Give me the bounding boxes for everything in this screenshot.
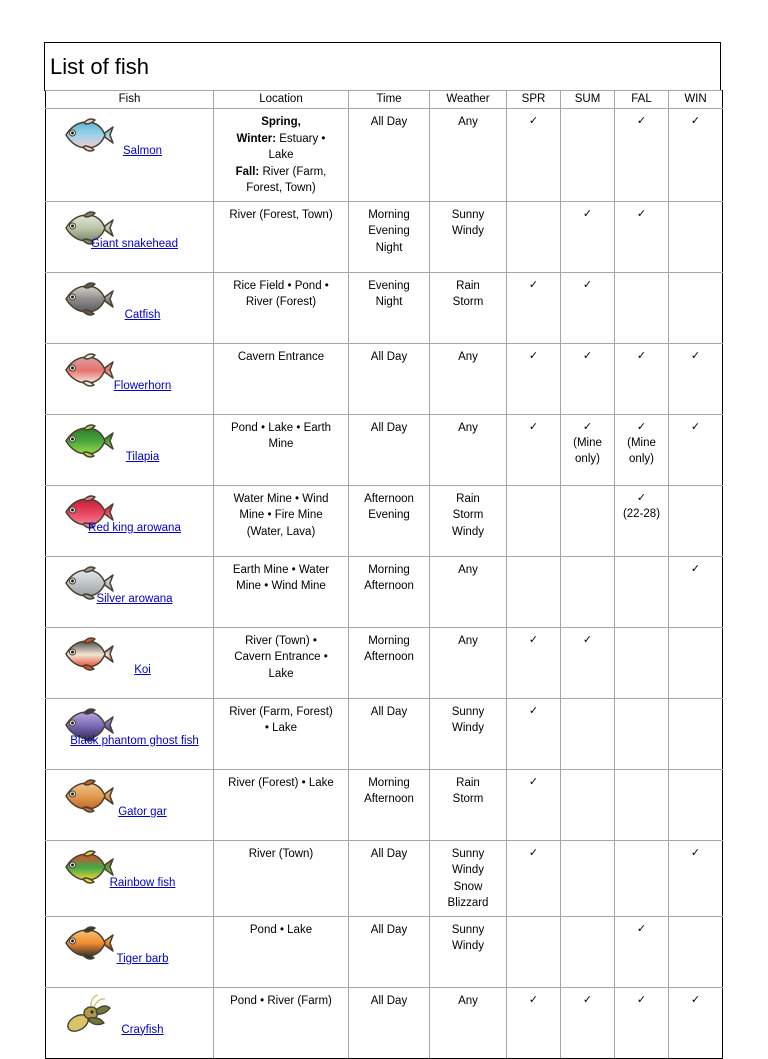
season-mark-summer [561, 415, 614, 469]
weather-text: Any [458, 421, 478, 434]
check-icon: ✓ [528, 115, 539, 127]
check-icon: ✓ [582, 420, 593, 433]
season-mark-summer [561, 841, 614, 847]
location-cell [214, 485, 349, 556]
season-mark-spring [507, 770, 560, 792]
season-mark-winter [669, 917, 722, 923]
season-cell-winter [669, 485, 723, 556]
fish-cell [46, 769, 214, 840]
season-mark-fall [615, 109, 668, 131]
weather-text: Any [458, 116, 478, 128]
location-cell [214, 627, 349, 698]
season-cell-summer [561, 627, 615, 698]
table-row [46, 840, 723, 916]
season-mark-fall [615, 770, 668, 776]
weather-cell [430, 272, 507, 343]
time-cell [349, 916, 430, 987]
weather-cell [430, 769, 507, 840]
weather-text: Sunny Windy [451, 705, 485, 734]
season-mark-summer [561, 344, 614, 366]
fish-entry [46, 770, 213, 840]
document-title-box [44, 42, 721, 91]
season-mark-winter [669, 841, 722, 863]
season-cell-spring [507, 485, 561, 556]
table-row [46, 627, 723, 698]
location-text: River (Town) [248, 847, 314, 860]
season-mark-fall [615, 628, 668, 634]
season-cell-fall [615, 916, 669, 987]
season-cell-summer [561, 556, 615, 627]
weather-cell [430, 627, 507, 698]
check-icon: ✓ [636, 491, 647, 504]
weather-text: Rain Storm [452, 279, 484, 308]
fish-entry [46, 344, 213, 414]
check-icon: ✓ [528, 420, 539, 433]
weather-text: Sunny Windy [451, 208, 485, 237]
season-cell-fall [615, 272, 669, 343]
location-cell [214, 201, 349, 272]
season-cell-fall [615, 343, 669, 414]
fish-entry [46, 202, 213, 272]
season-mark-spring [507, 557, 560, 563]
season-cell-summer [561, 109, 615, 202]
season-cell-fall [615, 840, 669, 916]
fish-cell [46, 201, 214, 272]
weather-cell [430, 916, 507, 987]
fish-entry [46, 415, 213, 485]
column-header-weather: Weather [430, 91, 507, 109]
fish-cell [46, 840, 214, 916]
weather-cell [430, 556, 507, 627]
fish-entry [46, 988, 213, 1058]
check-icon: ✓ [582, 207, 593, 220]
season-cell-summer [561, 916, 615, 987]
fish-entry [46, 917, 213, 987]
season-mark-spring [507, 486, 560, 492]
weather-text: Rain Storm Windy [452, 492, 484, 538]
season-cell-spring [507, 769, 561, 840]
season-cell-fall [615, 201, 669, 272]
season-mark-winter [669, 273, 722, 279]
weather-cell [430, 343, 507, 414]
season-cell-fall [615, 109, 669, 202]
season-mark-winter [669, 344, 722, 366]
season-cell-spring [507, 916, 561, 987]
fish-entry [46, 557, 213, 627]
season-mark-summer [561, 486, 614, 492]
season-cell-spring [507, 987, 561, 1058]
weather-cell [430, 840, 507, 916]
time-cell [349, 109, 430, 202]
location-text: River (Forest) • Lake [228, 776, 334, 789]
check-icon: ✓ [528, 704, 539, 717]
season-mark-fall [615, 841, 668, 847]
location-cell [214, 916, 349, 987]
season-cell-spring [507, 109, 561, 202]
time-text: All Day [370, 847, 408, 860]
location-cell [214, 840, 349, 916]
season-cell-fall [615, 414, 669, 485]
check-icon: ✓ [582, 349, 593, 362]
season-mark-spring [507, 988, 560, 1010]
table-body [46, 109, 723, 1059]
location-cell [214, 343, 349, 414]
fish-cell [46, 556, 214, 627]
location-text: Pond • Lake • Earth Mine [230, 421, 332, 450]
season-cell-winter [669, 987, 723, 1058]
location-text: Earth Mine • Water Mine • Wind Mine [232, 563, 330, 592]
location-text: River (Forest, Town) [229, 208, 333, 221]
fish-name-link[interactable]: Silver arowana [96, 592, 173, 605]
check-icon: ✓ [528, 633, 539, 646]
season-mark-summer [561, 988, 614, 1010]
season-cell-spring [507, 627, 561, 698]
fish-name-link[interactable]: Black phantom ghost fish [70, 734, 199, 747]
season-cell-winter [669, 272, 723, 343]
season-mark-spring [507, 273, 560, 295]
season-mark-winter [669, 770, 722, 776]
column-header-spr: SPR [507, 91, 561, 109]
season-cell-winter [669, 769, 723, 840]
fish-table [45, 90, 723, 1059]
season-cell-winter [669, 840, 723, 916]
check-icon: ✓ [528, 775, 539, 788]
season-cell-summer [561, 272, 615, 343]
fish-name-link[interactable]: Flowerhorn [113, 379, 172, 392]
season-cell-fall [615, 987, 669, 1058]
season-cell-fall [615, 485, 669, 556]
time-cell [349, 343, 430, 414]
time-cell [349, 769, 430, 840]
season-mark-summer [561, 202, 614, 224]
location-cell [214, 272, 349, 343]
fish-name-link[interactable]: Koi [134, 663, 151, 676]
fish-name-link[interactable]: Gator gar [118, 805, 167, 818]
season-cell-winter [669, 201, 723, 272]
season-mark-winter [669, 202, 722, 208]
table-row [46, 201, 723, 272]
season-mark-summer [561, 109, 614, 115]
fish-cell [46, 109, 214, 202]
time-cell [349, 840, 430, 916]
season-mark-fall [615, 202, 668, 224]
check-icon: ✓ [690, 993, 701, 1006]
page-title: List of fish [50, 53, 150, 79]
season-mark-summer [561, 557, 614, 563]
header-row [46, 91, 723, 109]
time-text: All Day [370, 994, 408, 1007]
location-text: River (Farm, Forest) • Lake [229, 705, 333, 734]
fish-cell [46, 627, 214, 698]
location-text: Pond • Lake [249, 923, 313, 936]
location-text: Rice Field • Pond • River (Forest) [233, 279, 329, 308]
fish-name-link[interactable]: Tilapia [125, 450, 160, 463]
season-cell-fall [615, 769, 669, 840]
time-text: Afternoon Evening [364, 492, 414, 521]
fish-entry [46, 486, 213, 556]
check-icon: ✓ [528, 278, 539, 291]
location-text: Cavern Entrance [237, 350, 325, 363]
season-cell-fall [615, 627, 669, 698]
season-cell-fall [615, 698, 669, 769]
check-icon: ✓ [636, 922, 647, 935]
fish-name-link[interactable]: Giant snakehead [91, 237, 178, 250]
season-mark-spring [507, 344, 560, 366]
season-note: (22-28) [622, 507, 661, 520]
location-text: River (Town) • Cavern Entrance • Lake [234, 634, 328, 680]
check-icon: ✓ [636, 420, 647, 433]
weather-cell [430, 987, 507, 1058]
fish-name-link[interactable]: Salmon [123, 145, 162, 157]
fish-cell [46, 414, 214, 485]
weather-text: Sunny Windy Snow Blizzard [447, 847, 489, 909]
season-mark-summer [561, 917, 614, 923]
season-mark-summer [561, 628, 614, 650]
column-header-fish: Fish [46, 91, 214, 109]
weather-cell [430, 698, 507, 769]
table-row [46, 485, 723, 556]
season-mark-spring [507, 202, 560, 208]
check-icon: ✓ [582, 278, 593, 291]
check-icon: ✓ [690, 349, 701, 362]
fish-entry [46, 699, 213, 769]
season-cell-winter [669, 916, 723, 987]
location-cell [214, 556, 349, 627]
season-cell-winter [669, 627, 723, 698]
season-cell-summer [561, 343, 615, 414]
season-mark-winter [669, 699, 722, 705]
table-row [46, 698, 723, 769]
season-mark-winter [669, 988, 722, 1010]
season-mark-summer [561, 273, 614, 295]
column-header-location: Location [214, 91, 349, 109]
season-mark-winter [669, 486, 722, 492]
season-mark-winter [669, 628, 722, 634]
check-icon: ✓ [636, 349, 647, 362]
season-note: (Mine only) [573, 436, 602, 465]
season-cell-winter [669, 698, 723, 769]
check-icon: ✓ [582, 633, 593, 646]
season-cell-winter [669, 343, 723, 414]
location-text: Spring, Winter: Estuary • Lake Fall: River (Farm, Forest, Town) [235, 116, 327, 194]
table-row [46, 343, 723, 414]
season-cell-spring [507, 556, 561, 627]
time-text: Morning Evening Night [368, 208, 410, 254]
season-mark-fall [615, 486, 668, 524]
season-mark-fall [615, 557, 668, 563]
season-mark-spring [507, 109, 560, 131]
time-text: Morning Afternoon [364, 563, 414, 592]
weather-text: Sunny Windy [451, 923, 485, 952]
fish-name-link[interactable]: Crayfish [121, 1023, 164, 1036]
season-mark-fall [615, 273, 668, 279]
time-text: All Day [370, 421, 408, 434]
fish-cell [46, 987, 214, 1058]
season-mark-winter [669, 415, 722, 437]
time-cell [349, 201, 430, 272]
season-cell-summer [561, 840, 615, 916]
fish-cell [46, 916, 214, 987]
time-text: All Day [370, 116, 408, 128]
season-cell-fall [615, 556, 669, 627]
check-icon: ✓ [690, 420, 701, 433]
fish-name-link[interactable]: Catfish [124, 308, 161, 321]
season-cell-winter [669, 109, 723, 202]
time-text: Morning Afternoon [364, 634, 414, 663]
table-row [46, 987, 723, 1058]
check-icon: ✓ [636, 207, 647, 220]
weather-text: Any [458, 994, 478, 1007]
location-cell [214, 769, 349, 840]
fish-entry [46, 628, 213, 698]
table-row [46, 414, 723, 485]
table-header [46, 91, 723, 109]
season-mark-spring [507, 917, 560, 923]
fish-name-link[interactable]: Rainbow fish [109, 876, 176, 889]
time-cell [349, 556, 430, 627]
fish-entry [46, 109, 213, 179]
fish-cell [46, 698, 214, 769]
check-icon: ✓ [636, 993, 647, 1006]
location-text: Water Mine • Wind Mine • Fire Mine (Water, Lava) [233, 492, 329, 538]
season-cell-winter [669, 556, 723, 627]
season-mark-fall [615, 699, 668, 705]
time-text: Morning Afternoon [364, 776, 414, 805]
season-cell-spring [507, 840, 561, 916]
check-icon: ✓ [528, 993, 539, 1006]
weather-cell [430, 485, 507, 556]
column-header-fal: FAL [615, 91, 669, 109]
season-note: (Mine only) [627, 436, 656, 465]
season-mark-winter [669, 557, 722, 579]
fish-name-link[interactable]: Red king arowana [88, 521, 181, 534]
season-cell-summer [561, 201, 615, 272]
season-cell-spring [507, 698, 561, 769]
season-cell-winter [669, 414, 723, 485]
check-icon: ✓ [690, 115, 701, 127]
location-cell [214, 987, 349, 1058]
column-header-time: Time [349, 91, 430, 109]
season-mark-spring [507, 841, 560, 863]
season-mark-fall [615, 988, 668, 1010]
column-header-win: WIN [669, 91, 723, 109]
season-cell-spring [507, 343, 561, 414]
fish-entry [46, 841, 213, 911]
table-row [46, 272, 723, 343]
table-row [46, 916, 723, 987]
time-cell [349, 272, 430, 343]
table-row [46, 769, 723, 840]
weather-cell [430, 414, 507, 485]
check-icon: ✓ [690, 562, 701, 575]
check-icon: ✓ [528, 846, 539, 859]
time-cell [349, 485, 430, 556]
table-row [46, 109, 723, 202]
time-cell [349, 627, 430, 698]
season-cell-spring [507, 272, 561, 343]
location-cell [214, 109, 349, 202]
check-icon: ✓ [636, 115, 647, 127]
fish-cell [46, 485, 214, 556]
fish-entry [46, 273, 213, 343]
season-mark-spring [507, 628, 560, 650]
season-cell-summer [561, 414, 615, 485]
season-cell-spring [507, 201, 561, 272]
time-text: All Day [370, 705, 408, 718]
check-icon: ✓ [528, 349, 539, 362]
season-mark-fall [615, 415, 668, 469]
weather-text: Any [458, 350, 478, 363]
location-cell [214, 414, 349, 485]
weather-text: Any [458, 634, 478, 647]
fish-cell [46, 272, 214, 343]
fish-name-link[interactable]: Tiger barb [116, 952, 169, 965]
season-cell-summer [561, 769, 615, 840]
check-icon: ✓ [690, 846, 701, 859]
location-text: Pond • River (Farm) [230, 994, 332, 1007]
time-text: All Day [370, 350, 408, 363]
season-mark-winter [669, 109, 722, 131]
season-mark-spring [507, 415, 560, 437]
season-cell-summer [561, 698, 615, 769]
season-mark-fall [615, 917, 668, 939]
weather-cell [430, 109, 507, 202]
season-mark-summer [561, 699, 614, 705]
check-icon: ✓ [582, 993, 593, 1006]
weather-text: Any [458, 563, 478, 576]
time-cell [349, 414, 430, 485]
season-cell-summer [561, 987, 615, 1058]
time-cell [349, 698, 430, 769]
time-text: All Day [370, 923, 408, 936]
season-cell-summer [561, 485, 615, 556]
weather-text: Rain Storm [452, 776, 484, 805]
weather-cell [430, 201, 507, 272]
location-cell [214, 698, 349, 769]
season-mark-spring [507, 699, 560, 721]
season-mark-fall [615, 344, 668, 366]
time-text: Evening Night [368, 279, 410, 308]
season-mark-summer [561, 770, 614, 776]
table-row [46, 556, 723, 627]
fish-cell [46, 343, 214, 414]
season-cell-spring [507, 414, 561, 485]
time-cell [349, 987, 430, 1058]
column-header-sum: SUM [561, 91, 615, 109]
